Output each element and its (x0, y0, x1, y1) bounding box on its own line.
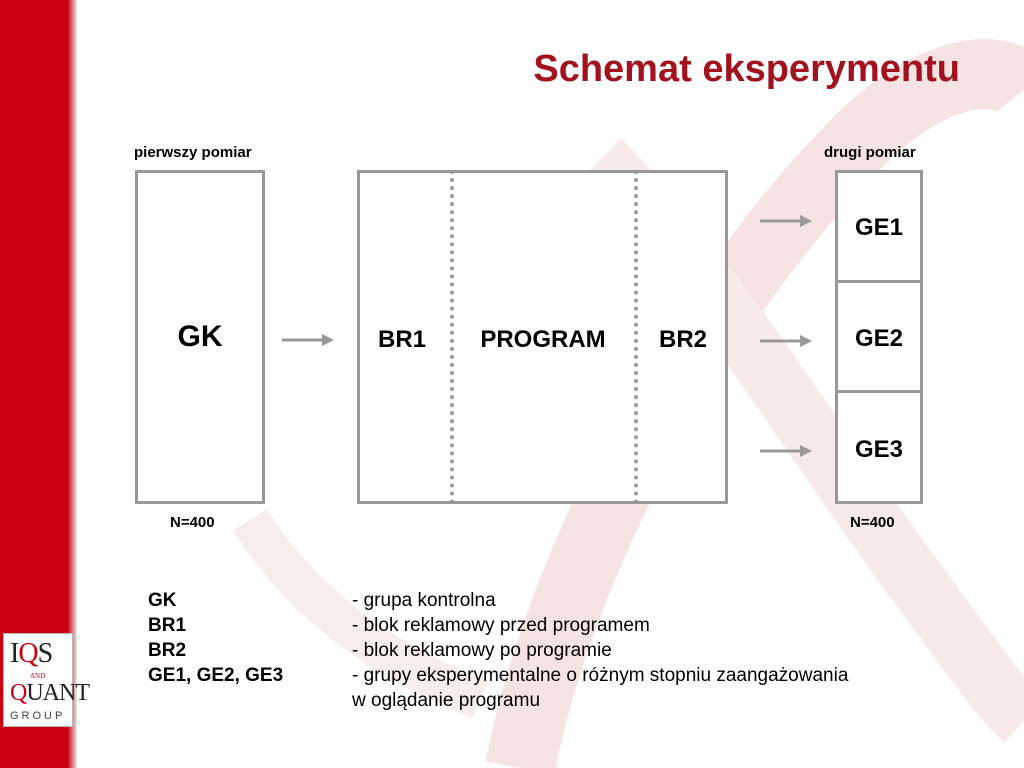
arrow-right-icon (760, 333, 812, 349)
first-measure-label: pierwszy pomiar (134, 144, 252, 161)
second-n-label: N=400 (850, 514, 895, 531)
arrow-right-icon (282, 332, 334, 348)
legend-term: GK (148, 590, 177, 611)
legend-desc: - grupa kontrolna (352, 590, 496, 611)
ge3-label: GE3 (854, 436, 904, 463)
arrow-right-icon (760, 213, 812, 229)
ge2-label: GE2 (854, 325, 904, 352)
legend-desc: - blok reklamowy przed programem (352, 615, 650, 636)
legend-term: BR2 (148, 640, 187, 661)
legend-term: BR1 (148, 615, 187, 636)
second-measure-label: drugi pomiar (824, 144, 916, 161)
ge1-label: GE1 (854, 214, 904, 241)
dotted-divider (450, 170, 454, 504)
br2-label: BR2 (658, 326, 707, 353)
iqs-quant-logo: IQS AND QUANT GROUP (3, 633, 73, 727)
br1-label: BR1 (377, 326, 426, 353)
gk-label: GK (177, 320, 223, 353)
legend-desc: - blok reklamowy po programie (352, 640, 612, 661)
page-title: Schemat eksperymentu (533, 48, 960, 90)
legend-term: GE1, GE2, GE3 (148, 665, 284, 686)
legend-desc-continuation: w oglądanie programu (352, 690, 541, 711)
dotted-divider (634, 170, 638, 504)
first-n-label: N=400 (170, 514, 215, 531)
arrow-right-icon (760, 443, 812, 459)
legend-desc: - grupy eksperymentalne o różnym stopniu zaangażowania (352, 665, 849, 686)
program-label: PROGRAM (480, 326, 606, 353)
